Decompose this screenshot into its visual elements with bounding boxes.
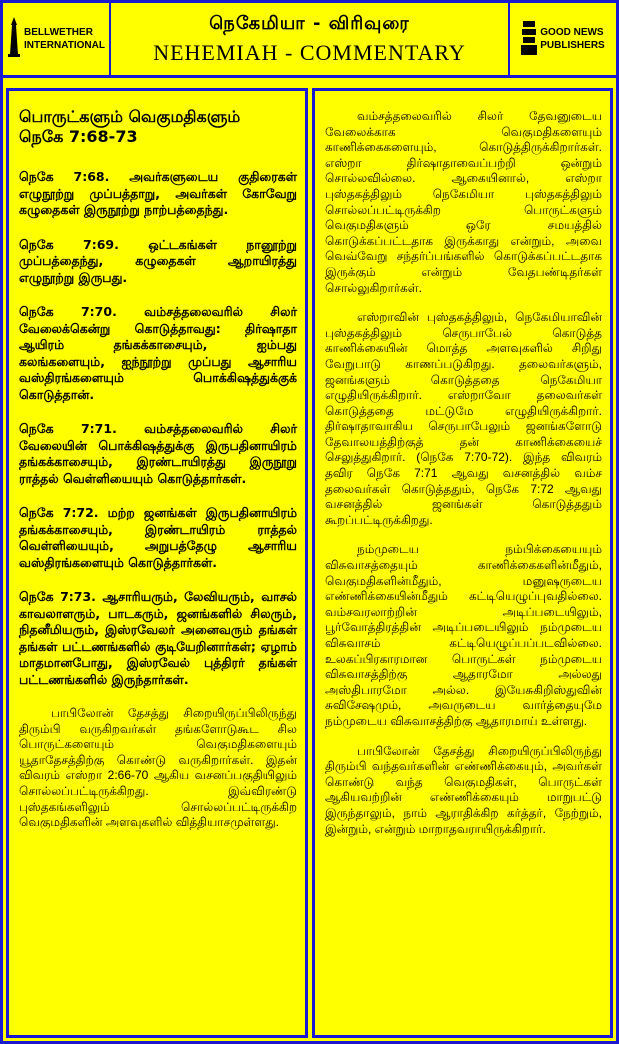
left-column	[6, 88, 308, 1038]
heading-line2: நெகே 7:68-73	[19, 127, 138, 146]
right-logo-line1: GOOD NEWS	[540, 27, 604, 38]
commentary-paragraph-2: எஸ்றாவின் புஸ்தகத்திலும், நெகேமியாவின் புஸ்தகத்திலும் செருபாபேல் கொடுத்த காணிக்கையின் மொத்த அளவுகளில் சிறிது வேறுபாடு காணப்படுகிறது. தலைவர்களும், ஜனங்களும் கொடுத்ததை நெகேமியா எழுதியிருக்கிறார். எஸ்றாவோ தலைவர்கள் கொடுத்ததை மட்டுமே எழுதியிருக்கிறார். திர்ஷாதாவாகிய செருபாபேலும் ஜனங்களோடு தேவாலயத்திற்குத் தன் காணிக்கையைச் செலுத்துகிறார். (நெகே 7:70-72). இந்த விவரம் தவிர நெகே 7:71 ஆவது வசனத்தில் வம்ச தலைவர்கள் கொடுத்ததும், நெகே 7:72 ஆவது வசனத்தில் ஜனங்கள் கொடுத்ததும் கூறப்பட்டிருக்கிறது.	[325, 310, 602, 527]
left-logo-line1: BELLWETHER	[24, 27, 93, 38]
commentary-paragraph-4: பாபிலோன் தேசத்து சிறையிருப்பிலிருந்து திரும்பி வந்தவர்களின் எண்ணிக்கையும், அவர்கள் கொண்டு வந்த வெகுமதிகள், பொருட்கள் ஆகியவற்றின் எண்ணிக்கையும் மாறுபட்டு இருந்தாலும், நாம் ஆராதிக்கிற கர்த்தர், நேற்றும், இன்றும், என்றும் மாறாதவராயிருக்கிறார்.	[325, 743, 602, 836]
verse-7-68: நெகே 7:68. அவர்களுடைய குதிரைகள் எழுநூற்று முப்பத்தாறு, அவர்கள் கோவேறு கழுதைகள் இருநூற்று நாற்பத்தைந்து.	[19, 169, 297, 217]
section-heading	[19, 107, 297, 147]
commentary-paragraph-3: நம்முடைய நம்பிக்கையையும் விசுவாசத்தையும் காணிக்கைகளின்மீதும், வெகுமதிகளின்மீதும், மனுஷருடைய எண்ணிக்கையின்மீதும் கட்டியெழுப்புவதில்லை. வம்சவரலாற்றின் அடிப்படையிலும், பூர்வோத்திரத்தின் அடிப்படையிலும் நம்முடைய விசுவாசம் கட்டியெழுப்பப்படவில்லை. உலகப்பிரகாரமான பொருட்கள் நம்முடைய விசுவாசத்திற்கு ஆதாரமோ அல்லது அஸ்திபாரமோ அல்ல. இயேசுகிறிஸ்துவின் சுவிசேஷமும், அவருடைய வார்த்தையுமே நம்முடைய விசுவாசத்திற்கு ஆதாரமாய் உள்ளது.	[325, 542, 602, 728]
verse-7-72: நெகே 7:72. மற்ற ஜனங்கள் இருபதினாயிரம் தங்கக்காசையும், இரண்டாயிரம் ராத்தல் வெள்ளியையும், அறுபத்தேழு ஆசாரிய வஸ்திரங்களையும் கொடுத்தார்கள்.	[19, 505, 297, 570]
header-banner	[0, 0, 619, 78]
left-logo-line2: INTERNATIONAL	[24, 40, 105, 51]
book-stack-icon	[521, 17, 537, 61]
verse-7-71: நெகே 7:71. வம்சத்தலைவரில் சிலர் வேலையின் பொக்கிஷத்துக்கு இருபதினாயிரம் தங்கக்காசையும், இரண்டாயிரத்து இருநூறு ராத்தல் வெள்ளியையும் கொடுத்தார்கள்.	[19, 421, 297, 486]
heading-line1: பொருட்களும் வெகுமதிகளும்	[19, 107, 241, 126]
verse-7-73: நெகே 7:73. ஆசாரியரும், லேவியரும், வாசல் காவலாளரும், பாடகரும், ஜனங்களில் சிலரும், நிதனீமியரும், இஸ்ரவேலர் அனைவரும் தங்கள் தங்கள் பட்டணங்களில் குடியேறினார்கள்; ஏழாம் மாதமானபோது, இஸ்ரவேல் புத்திரர் தங்கள் பட்டணங்களில் இருந்தார்கள்.	[19, 589, 297, 687]
tower-icon	[7, 17, 21, 61]
bellwether-logo	[3, 3, 111, 75]
title-box	[111, 3, 508, 75]
right-logo-line2: PUBLISHERS	[540, 40, 605, 51]
verse-7-70: நெகே 7:70. வம்சத்தலைவரில் சிலர் வேலைக்கென்று கொடுத்தாவது: திர்ஷாதா ஆயிரம் தங்கக்காசையும், ஐம்பது கலங்களையும், ஐந்நூற்று முப்பது ஆசாரிய வஸ்திரங்களையும் பொக்கிஷத்துக்குக் கொடுத்தான்.	[19, 304, 297, 402]
title-english: NEHEMIAH - COMMENTARY	[153, 39, 466, 65]
commentary-paragraph: பாபிலோன் தேசத்து சிறையிருப்பிலிருந்து திரும்பி வருகிறவர்கள் தங்களோடுகூட சில பொருட்களையும் வெகுமதிகளையும் யூதாதேசத்திற்கு கொண்டு வருகிறார்கள். இதன் விவரம் எஸ்றா 2:66-70 ஆகிய வசனப்பகுதியிலும் சொல்லப்பட்டிருக்கிறது. இவ்விரண்டு புஸ்தகங்களிலும் சொல்லப்பட்டிருக்கிற வெகுமதிகளின் அளவுகளில் வித்தியாசமுள்ளது.	[19, 706, 297, 830]
right-column	[312, 88, 613, 1038]
good-news-logo	[508, 3, 616, 75]
verse-7-69: நெகே 7:69. ஒட்டகங்கள் நானூற்று முப்பத்தைந்து, கழுதைகள் ஆறாயிரத்து எழுநூற்று இருபது.	[19, 236, 297, 285]
commentary-paragraph-1: வம்சத்தலைவரில் சிலர் தேவனுடைய வேலைக்காக வெகுமதிகளையும் காணிக்கைகளையும், கொடுத்திருக்கிறார்கள். எஸ்றா திர்ஷாதாவைப்பற்றி ஒன்றும் சொல்லவில்லை. ஆகையினால், எஸ்றா புஸ்தகத்திலும் நெகேமியா புஸ்தகத்திலும் சொல்லப்பட்டிருக்கிற பொருட்களும் வெகுமதிகளும் ஒரே சமயத்தில் கொடுக்கப்பட்டதாக இருக்காது என்றும், அவை வெவ்வேறு சந்தர்ப்பங்களில் கொடுக்கப்பட்டதாக இருக்கும் என்றும் வேதபண்டிதர்கள் சொல்லுகிறார்கள்.	[325, 109, 602, 295]
title-tamil: நெகேமியா - விரிவுரை	[209, 12, 410, 34]
